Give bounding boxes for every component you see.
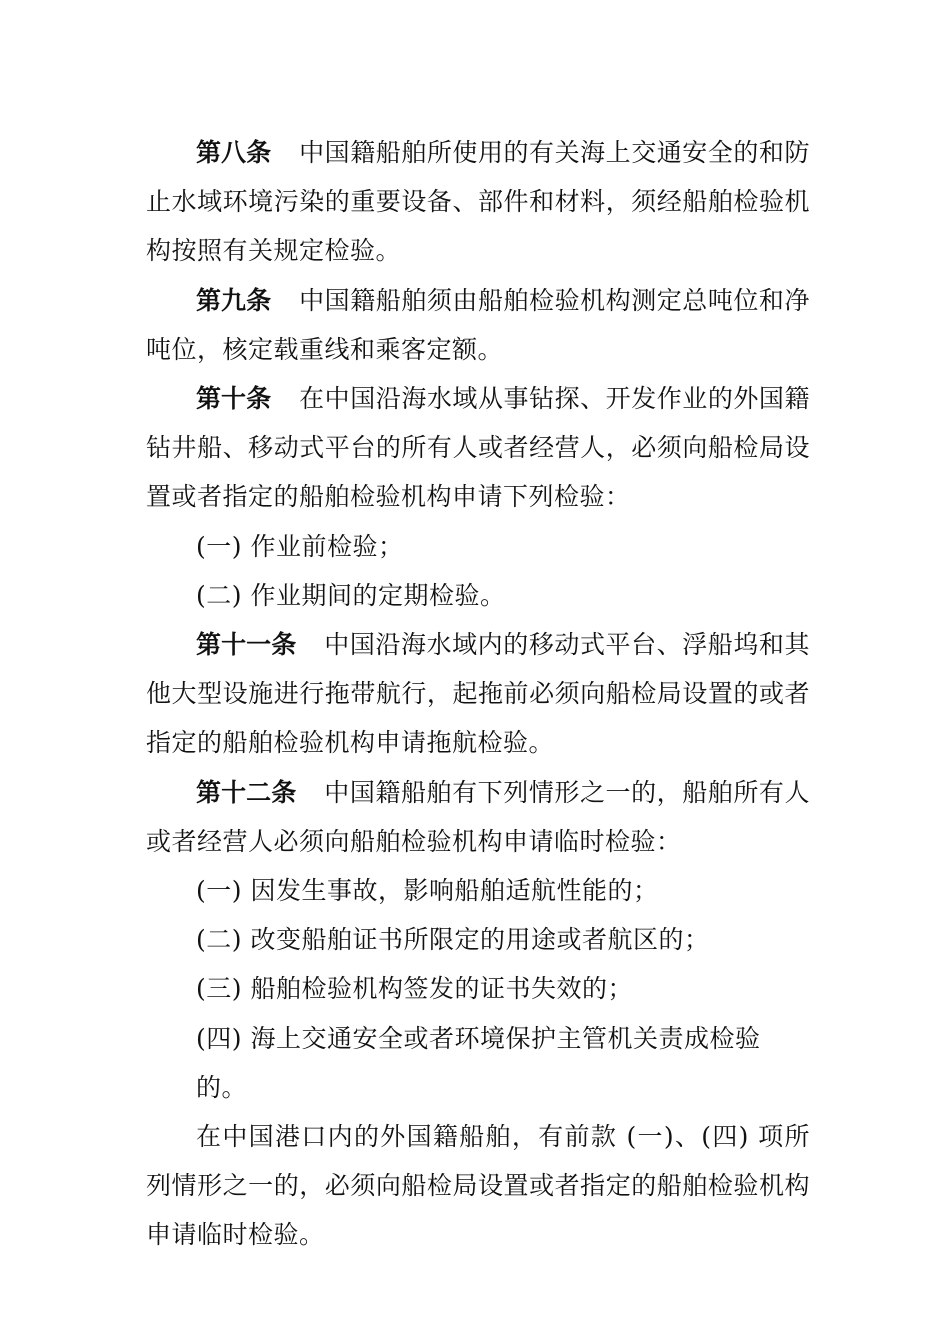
article-number: 第九条 [196, 285, 272, 315]
list-item: (四) 海上交通安全或者环境保护主管机关责成检验的。 [196, 1023, 761, 1102]
article-8 [146, 128, 810, 276]
article-10 [146, 374, 810, 522]
article-body: 中国籍船舶须由船舶检验机构测定总吨位和净吨位，核定载重线和乘客定额。 [146, 285, 810, 364]
list-item: (三) 船舶检验机构签发的证书失效的； [196, 974, 633, 1004]
article-12-closing: 在中国港口内的外国籍船舶，有前款 (一)、(四) 项所列情形之一的，必须向船检局设置或者指定的船舶检验机构申请临时检验。 [146, 1122, 810, 1250]
list-item: (二) 改变船舶证书所限定的用途或者航区的； [196, 925, 710, 955]
article-number: 第八条 [196, 138, 272, 167]
article-number: 第十二条 [196, 777, 297, 807]
article-body: 中国沿海水域内的移动式平台、浮船坞和其他大型设施进行拖带航行，起拖前必须向船检局设置的或者指定的船舶检验机构申请拖航检验。 [146, 630, 810, 758]
list-item: (一) 因发生事故，影响船舶适航性能的； [196, 876, 659, 906]
article-body: 在中国沿海水域从事钻探、开发作业的外国籍钻井船、移动式平台的所有人或者经营人，必须向船检局设置或者指定的船舶检验机构申请下列检验： [146, 384, 810, 512]
list-item: (一) 作业前检验； [196, 531, 404, 561]
list-item: (二) 作业期间的定期检验。 [196, 580, 506, 610]
article-9 [146, 276, 810, 374]
article-number: 第十一条 [196, 630, 297, 660]
article-number: 第十条 [196, 384, 272, 414]
article-11 [146, 620, 810, 768]
article-12 [146, 768, 810, 866]
article-body: 中国籍船舶所使用的有关海上交通安全的和防止水域环境污染的重要设备、部件和材料，须经船舶检验机构按照有关规定检验。 [146, 138, 810, 266]
regulation-text [146, 128, 810, 1260]
article-body: 中国籍船舶有下列情形之一的，船舶所有人或者经营人必须向船舶检验机构申请临时检验： [146, 777, 810, 856]
